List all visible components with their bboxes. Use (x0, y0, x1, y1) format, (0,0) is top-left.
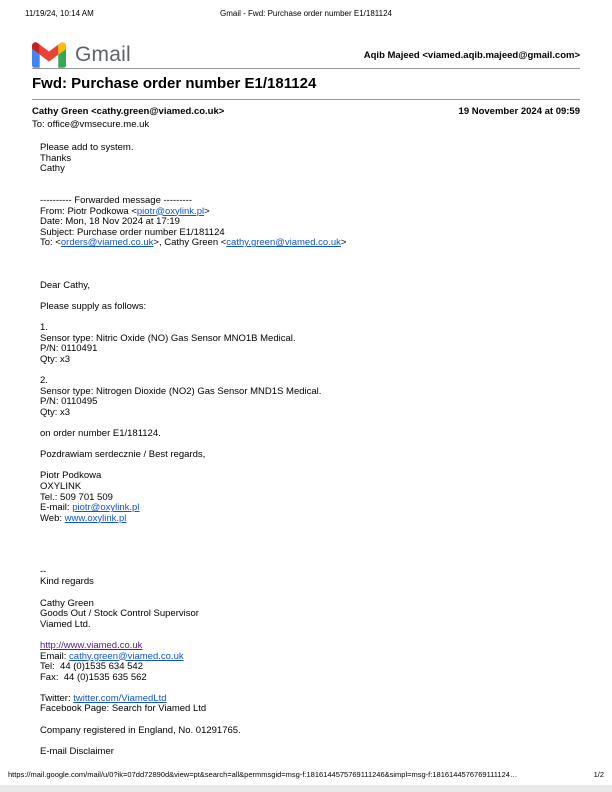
page-edge-separator (0, 785, 612, 792)
cathy-email-link[interactable]: cathy.green@viamed.co.uk (226, 237, 341, 249)
body-line (40, 408, 580, 419)
text-segment: Twitter: (40, 692, 74, 704)
body-line (40, 450, 580, 461)
body-line (40, 281, 580, 292)
body-line (40, 577, 580, 588)
body-line (40, 609, 580, 620)
cathy-email-link[interactable]: cathy.green@viamed.co.uk (69, 650, 184, 662)
text-segment: Kind regards (40, 576, 94, 588)
recipient-line: To: office@vmsecure.me.uk (32, 119, 150, 130)
text-segment: ---------- Forwarded message --------- (40, 194, 192, 206)
body-line (40, 704, 580, 715)
body-line (40, 164, 580, 175)
twitter-link[interactable]: twitter.com/ViamedLtd (73, 692, 167, 704)
text-segment: Tel.: 509 701 509 (40, 491, 113, 503)
text-segment: Qty: x3 (40, 353, 71, 365)
piotr-email-link[interactable]: piotr@oxylink.pl (72, 502, 140, 514)
viamed-web-link[interactable]: http://www.viamed.co.uk (40, 639, 143, 651)
sender-row (32, 106, 580, 117)
body-line (40, 313, 580, 324)
text-segment: 2. (40, 375, 48, 387)
body-line (40, 556, 580, 567)
body-line (40, 588, 580, 599)
text-segment: Email: (40, 650, 70, 662)
page-number: 1/2 (593, 770, 604, 779)
text-segment: on order number E1/181124. (40, 428, 161, 440)
text-segment: Tel: 44 (0)1535 634 542 (40, 661, 143, 673)
text-segment: OXYLINK (40, 481, 82, 492)
text-segment: P/N: 0110491 (40, 343, 98, 355)
text-segment: Fax: 44 (0)1535 635 562 (40, 671, 147, 683)
body-line (40, 429, 580, 440)
body-line (40, 471, 580, 482)
gmail-logo (32, 42, 131, 68)
print-title: Gmail - Fwd: Purchase order number E1/181124 (220, 9, 392, 18)
text-segment: P/N: 0110495 (40, 396, 98, 408)
text-segment: Subject: Purchase order number E1/181124 (40, 226, 225, 238)
body-line (40, 567, 580, 578)
account-email: Aqib Majeed <viamed.aqib.majeed@gmail.com> (363, 49, 580, 61)
text-segment: Sensor type: Nitrogen Dioxide (NO2) Gas Sensor MND1S Medical. (40, 385, 322, 397)
body-line (40, 736, 580, 747)
orders-email-link[interactable]: orders@viamed.co.uk (60, 237, 154, 249)
gmail-m-icon (32, 42, 66, 68)
body-line (40, 334, 580, 345)
body-line (40, 546, 580, 557)
text-segment: To: < (40, 237, 61, 249)
body-line (40, 154, 580, 165)
text-segment: Cathy (40, 163, 65, 175)
oxylink-web-link[interactable]: www.oxylink.pl (64, 512, 127, 524)
print-footer (8, 770, 604, 779)
body-line (40, 344, 580, 355)
text-segment: Thanks (40, 152, 72, 164)
text-segment: E-mail Disclaimer (40, 745, 114, 757)
body-line (40, 461, 580, 472)
text-segment: Please supply as follows: (40, 300, 147, 312)
piotr-email-link[interactable]: piotr@oxylink.pl (136, 205, 205, 217)
text-segment: Piotr Podkowa (40, 470, 102, 482)
text-segment: Web: (40, 512, 65, 524)
message-date: 19 November 2024 at 09:59 (458, 106, 580, 117)
text-segment: From: Piotr Podkowa < (40, 205, 137, 217)
body-line (40, 355, 580, 366)
body-line (40, 302, 580, 313)
footer-url: https://mail.google.com/mail/u/0?ik=07dd72890d&view=pt&search=all&permmsgid=msg-f:1816144575769111246&simpl=msg-f:1816144576769111124… (8, 770, 518, 779)
email-body (40, 143, 580, 757)
sender-email: Cathy Green <cathy.green@viamed.co.uk> (32, 106, 225, 117)
text-segment: -- (40, 565, 47, 577)
body-line (40, 514, 580, 525)
text-segment: Goods Out / Stock Control Supervisor (40, 608, 199, 620)
body-line (40, 482, 580, 493)
print-header (0, 9, 612, 21)
body-line (40, 175, 580, 186)
text-segment: Facebook Page: Search for Viamed Ltd (40, 703, 207, 715)
body-line (40, 365, 580, 376)
text-segment: Cathy Green (40, 597, 94, 609)
print-datetime: 11/19/24, 10:14 AM (25, 9, 94, 18)
text-segment: Pozdrawiam serdecznie / Best regards, (40, 449, 206, 461)
body-line (40, 260, 580, 271)
text-segment: >, Cathy Green < (153, 237, 227, 249)
text-segment: > (340, 237, 347, 249)
text-segment: E-mail: (40, 502, 73, 514)
divider-subject (32, 99, 580, 100)
body-line (40, 620, 580, 631)
body-line (40, 270, 580, 281)
text-segment: Sensor type: Nitric Oxide (NO) Gas Sensor MNO1B Medical. (40, 332, 296, 344)
text-segment: Qty: x3 (40, 406, 71, 418)
body-line (40, 397, 580, 408)
email-subject: Fwd: Purchase order number E1/181124 (32, 75, 317, 92)
body-line (40, 143, 580, 154)
body-line (40, 747, 580, 758)
text-segment: > (204, 205, 210, 217)
gmail-logo-text: Gmail (75, 43, 131, 66)
text-segment: Please add to system. (40, 142, 134, 153)
body-line (40, 238, 580, 249)
body-line (40, 673, 580, 684)
text-segment: 1. (40, 322, 48, 334)
body-line (40, 535, 580, 546)
divider-top (32, 68, 580, 69)
body-line (40, 726, 580, 737)
body-line (40, 524, 580, 535)
body-line (40, 249, 580, 260)
text-segment: Dear Cathy, (40, 279, 90, 291)
text-segment: Viamed Ltd. (40, 618, 91, 630)
text-segment: Company registered in England, No. 01291765. (40, 724, 241, 736)
text-segment: Date: Mon, 18 Nov 2024 at 17:19 (40, 216, 180, 228)
body-line (40, 387, 580, 398)
